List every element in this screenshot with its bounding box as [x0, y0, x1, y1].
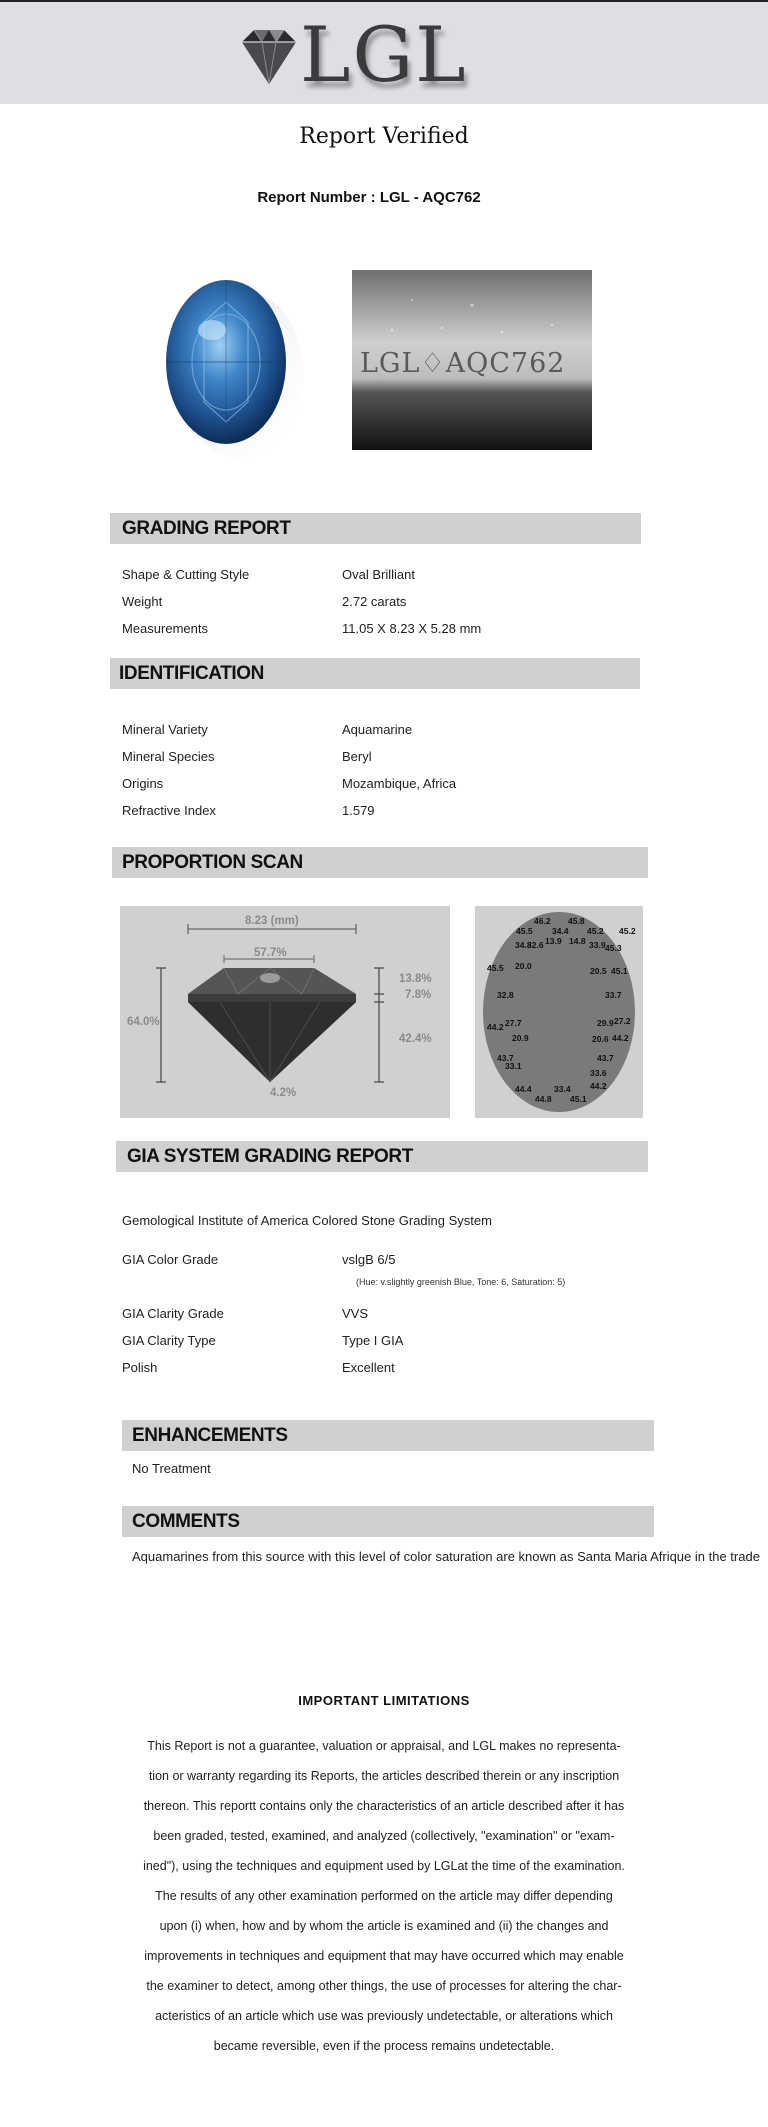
facet-value: 45.2: [619, 926, 636, 936]
comments-clip: [132, 1549, 768, 1571]
facet-value: 14.8: [569, 936, 586, 946]
facet-value: 45.5: [516, 926, 533, 936]
table-label: 57.7%: [254, 947, 287, 959]
girdle-label: 7.8%: [405, 989, 432, 1001]
facet-value: 43.7: [597, 1053, 614, 1063]
color-grade-label: GIA Color Grade: [122, 1252, 219, 1267]
comments-header: [122, 1506, 654, 1537]
shape-label: Shape & Cutting Style: [122, 567, 250, 582]
origins-label: Origins: [122, 776, 164, 791]
logo-text: LGL: [300, 10, 468, 99]
species-label: Mineral Species: [122, 749, 215, 764]
shape-value: Oval Brilliant: [342, 567, 415, 582]
limitations-line: thereon. This reportt contains only the characteristics of an article described after it has: [143, 1799, 625, 1813]
facet-value: 44.2: [487, 1022, 504, 1032]
facet-value: 33.1: [505, 1061, 522, 1071]
gia-row-clarity: [0, 1306, 768, 1326]
identification-row-ri: [0, 803, 768, 823]
facet-value: 34.4: [552, 926, 569, 936]
facet-value: 34.8: [515, 940, 532, 950]
comments-title: COMMENTS: [132, 1511, 240, 1532]
facet-value: 33.7: [605, 990, 622, 1000]
limitations-title: IMPORTANT LIMITATIONS: [298, 1693, 470, 1708]
facet-value: 44.2: [612, 1033, 629, 1043]
facet-value: 45.3: [605, 943, 622, 953]
grading-report-title: GRADING REPORT: [122, 518, 291, 539]
page-title: Report Verified: [299, 124, 469, 149]
facet-value: 20.5: [590, 966, 607, 976]
facet-value: 33.4: [554, 1084, 571, 1094]
polish-label: Polish: [122, 1360, 158, 1375]
width-label: 8.23 (mm): [245, 915, 299, 927]
pavilion-label: 42.4%: [399, 1033, 432, 1045]
facet-value: 45.1: [611, 966, 628, 976]
identification-row-variety: [0, 722, 768, 742]
gia-row-polish: [0, 1360, 768, 1380]
gia-row-clarity-type: [0, 1333, 768, 1353]
facet-value: 33.6: [590, 1068, 607, 1078]
facet-value: 29.9: [597, 1018, 614, 1028]
facet-value: 32.8: [497, 990, 514, 1000]
facet-value: 33.9: [589, 940, 606, 950]
measurements-value: 11.05 X 8.23 X 5.28 mm: [342, 621, 482, 636]
gia-report-header: [116, 1141, 648, 1172]
facet-map-diagram: [475, 906, 643, 1118]
facet-value: 45.1: [570, 1094, 587, 1104]
enhancements-text: No Treatment: [132, 1461, 211, 1476]
facet-value: 20.0: [515, 961, 532, 971]
crown-label: 13.8%: [399, 973, 432, 985]
facet-value: 43.7: [497, 1053, 514, 1063]
measurements-label: Measurements: [122, 621, 208, 636]
clarity-type-value: Type I GIA: [342, 1333, 404, 1348]
variety-value: Aquamarine: [342, 722, 413, 737]
identification-row-species: [0, 749, 768, 769]
color-grade-note: (Hue: v.slightly greenish Blue, Tone: 6, Saturation: 5): [356, 1277, 566, 1287]
identification-title: IDENTIFICATION: [119, 663, 264, 684]
grading-report-header: [110, 513, 641, 544]
facet-value: 27.7: [505, 1018, 522, 1028]
facet-value: 44.4: [515, 1084, 532, 1094]
facet-value: 46.2: [534, 916, 551, 926]
color-grade-value: vslgB 6/5: [342, 1252, 396, 1267]
report-number: Report Number : LGL - AQC762: [257, 189, 481, 206]
clarity-grade-value: VVS: [342, 1306, 369, 1321]
limitations-line: improvements in techniques and equipment that may have occurred which may enable: [144, 1949, 624, 1963]
polish-value: Excellent: [342, 1360, 395, 1375]
culet-label: 4.2%: [270, 1087, 297, 1099]
ri-label: Refractive Index: [122, 803, 216, 818]
grading-row-weight: [0, 594, 768, 614]
proportion-profile-diagram: [120, 906, 450, 1118]
limitations-line: been graded, tested, examined, and analyzed (collectively, "examination" or "exam-: [153, 1829, 615, 1843]
weight-value: 2.72 carats: [342, 594, 407, 609]
proportion-scan-title: PROPORTION SCAN: [122, 852, 303, 873]
limitations-line: upon (i) when, how and by whom the article is examined and (ii) the changes and: [159, 1919, 609, 1933]
limitations-line: The results of any other examination performed on the article may differ depending: [155, 1889, 613, 1903]
variety-label: Mineral Variety: [122, 722, 208, 737]
facet-value: 45.5: [487, 963, 504, 973]
facet-value: 45.2: [587, 926, 604, 936]
clarity-type-label: GIA Clarity Type: [122, 1333, 216, 1348]
limitations-line: acteristics of an article which use was previously undetectable, or alterations which: [155, 2009, 613, 2023]
enhancements-title: ENHANCEMENTS: [132, 1425, 288, 1446]
facet-value: 44.2: [590, 1081, 607, 1091]
diamond-icon: [232, 22, 306, 92]
inscription-text: LGL♢AQC762: [360, 348, 566, 379]
depth-label: 64.0%: [127, 1016, 160, 1028]
species-value: Beryl: [342, 749, 372, 764]
identification-header: [110, 658, 640, 689]
facet-value: 44.8: [535, 1094, 552, 1104]
inscription-photo: [352, 270, 592, 450]
grading-row-shape: [0, 567, 768, 587]
limitations-line: This Report is not a guarantee, valuation or appraisal, and LGL makes no representa-: [147, 1739, 621, 1753]
gia-row-color: [0, 1252, 768, 1272]
weight-label: Weight: [122, 594, 163, 609]
limitations-line: ined"), using the techniques and equipment used by LGLat the time of the examination.: [143, 1859, 625, 1873]
gia-system-name: Gemological Institute of America Colored Stone Grading System: [122, 1213, 492, 1228]
facet-value: 13.9: [545, 936, 562, 946]
facet-value: 32.6: [527, 940, 544, 950]
identification-row-origins: [0, 776, 768, 796]
ri-value: 1.579: [342, 803, 375, 818]
gia-report-title: GIA SYSTEM GRADING REPORT: [127, 1146, 413, 1167]
facet-value: 20.9: [512, 1033, 529, 1043]
grading-row-measurements: [0, 621, 768, 641]
comments-text: Aquamarines from this source with this level of color saturation are known as Santa Maria Afrique in the trade: [132, 1549, 760, 1564]
facet-value: 27.2: [614, 1016, 631, 1026]
limitations-line: became reversible, even if the process remains undetectable.: [213, 2039, 555, 2053]
enhancements-header: [122, 1420, 654, 1451]
proportion-scan-header: [112, 847, 648, 878]
header: [0, 2, 768, 104]
facet-value: 45.8: [568, 916, 585, 926]
limitations-line: tion or warranty regarding its Reports, the articles described therein or any inscription: [148, 1769, 620, 1783]
origins-value: Mozambique, Africa: [342, 776, 457, 791]
facet-value: 20.6: [592, 1034, 609, 1044]
gem-photo: [134, 272, 326, 458]
clarity-grade-label: GIA Clarity Grade: [122, 1306, 224, 1321]
lgl-logo[interactable]: [232, 10, 492, 99]
limitations-line: the examiner to detect, among other things, the use of processes for altering the char-: [146, 1979, 622, 1993]
